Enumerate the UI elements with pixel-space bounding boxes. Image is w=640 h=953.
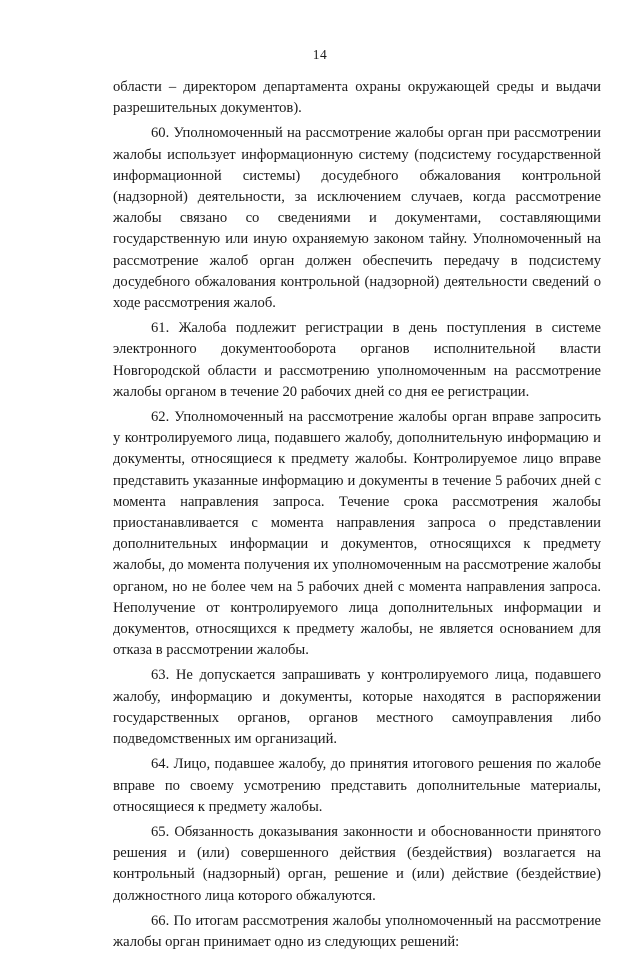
paragraph-64: 64. Лицо, подавшее жалобу, до принятия итогового решения по жалобе вправе по своему усмотрению представить дополнительные материалы, относящиеся к предмету жалобы. bbox=[113, 756, 601, 815]
paragraph-66: 66. По итогам рассмотрения жалобы уполномоченный на рассмотрение жалобы орган принимает одно из следующих решений: bbox=[113, 912, 601, 950]
paragraph-61: 61. Жалоба подлежит регистрации в день поступления в системе электронного документооборота органов исполнительной власти Новгородской области и рассмотрению уполномоченным на рассмотрение жалобы органом в течение 20 рабочих дней со дня ее регистрации. bbox=[113, 320, 601, 400]
document-body bbox=[113, 77, 601, 953]
paragraph-62: 62. Уполномоченный на рассмотрение жалобы орган вправе запросить у контролируемого лица, подавшего жалобу, дополнительную информацию и документы, относящиеся к предмету жалобы. Контролируемое лицо вправе представить указанные информацию и документы в течение 5 рабочих дней с момента направления запроса. Течение срока рассмотрения жалобы приостанавливается с момента направления запроса о представлении дополнительных информации и документов, относящихся к предмету жалобы, до момента получения их уполномоченным на рассмотрение жалобы органом, но не более чем на 5 рабочих дней с момента направления запроса. Неполучение от контролируемого лица дополнительных информации и документов, относящихся к предмету жалобы, не является основанием для отказа в рассмотрении жалобы. bbox=[113, 409, 601, 659]
paragraph-60: 60. Уполномоченный на рассмотрение жалобы орган при рассмотрении жалобы использует информационную систему (подсистему государственной информационной системы) досудебного обжалования контрольной (надзорной) деятельности, за исключением случаев, когда рассмотрение жалобы связано со сведениями и документами, составляющими государственную или иную охраняемую законом тайну. Уполномоченный на рассмотрение жалоб орган должен обеспечить передачу в подсистему досудебного обжалования контрольной (надзорной) деятельности сведений о ходе рассмотрения жалоб. bbox=[113, 125, 601, 312]
paragraph-continuation: области – директором департамента охраны окружающей среды и выдачи разрешительных документов). bbox=[113, 79, 601, 117]
paragraph-65: 65. Обязанность доказывания законности и обоснованности принятого решения и (или) совершенного действия (бездействия) возлагается на контрольный (надзорный) орган, решение и (или) действие (бездействие) должностного лица которого обжалуются. bbox=[113, 823, 601, 904]
paragraph-63: 63. Не допускается запрашивать у контролируемого лица, подавшего жалобу, информацию и документы, которые находятся в распоряжении государственных органов, органов местного самоуправления либо подведомственных им организаций. bbox=[113, 667, 601, 748]
page-number: 14 bbox=[312, 47, 328, 62]
